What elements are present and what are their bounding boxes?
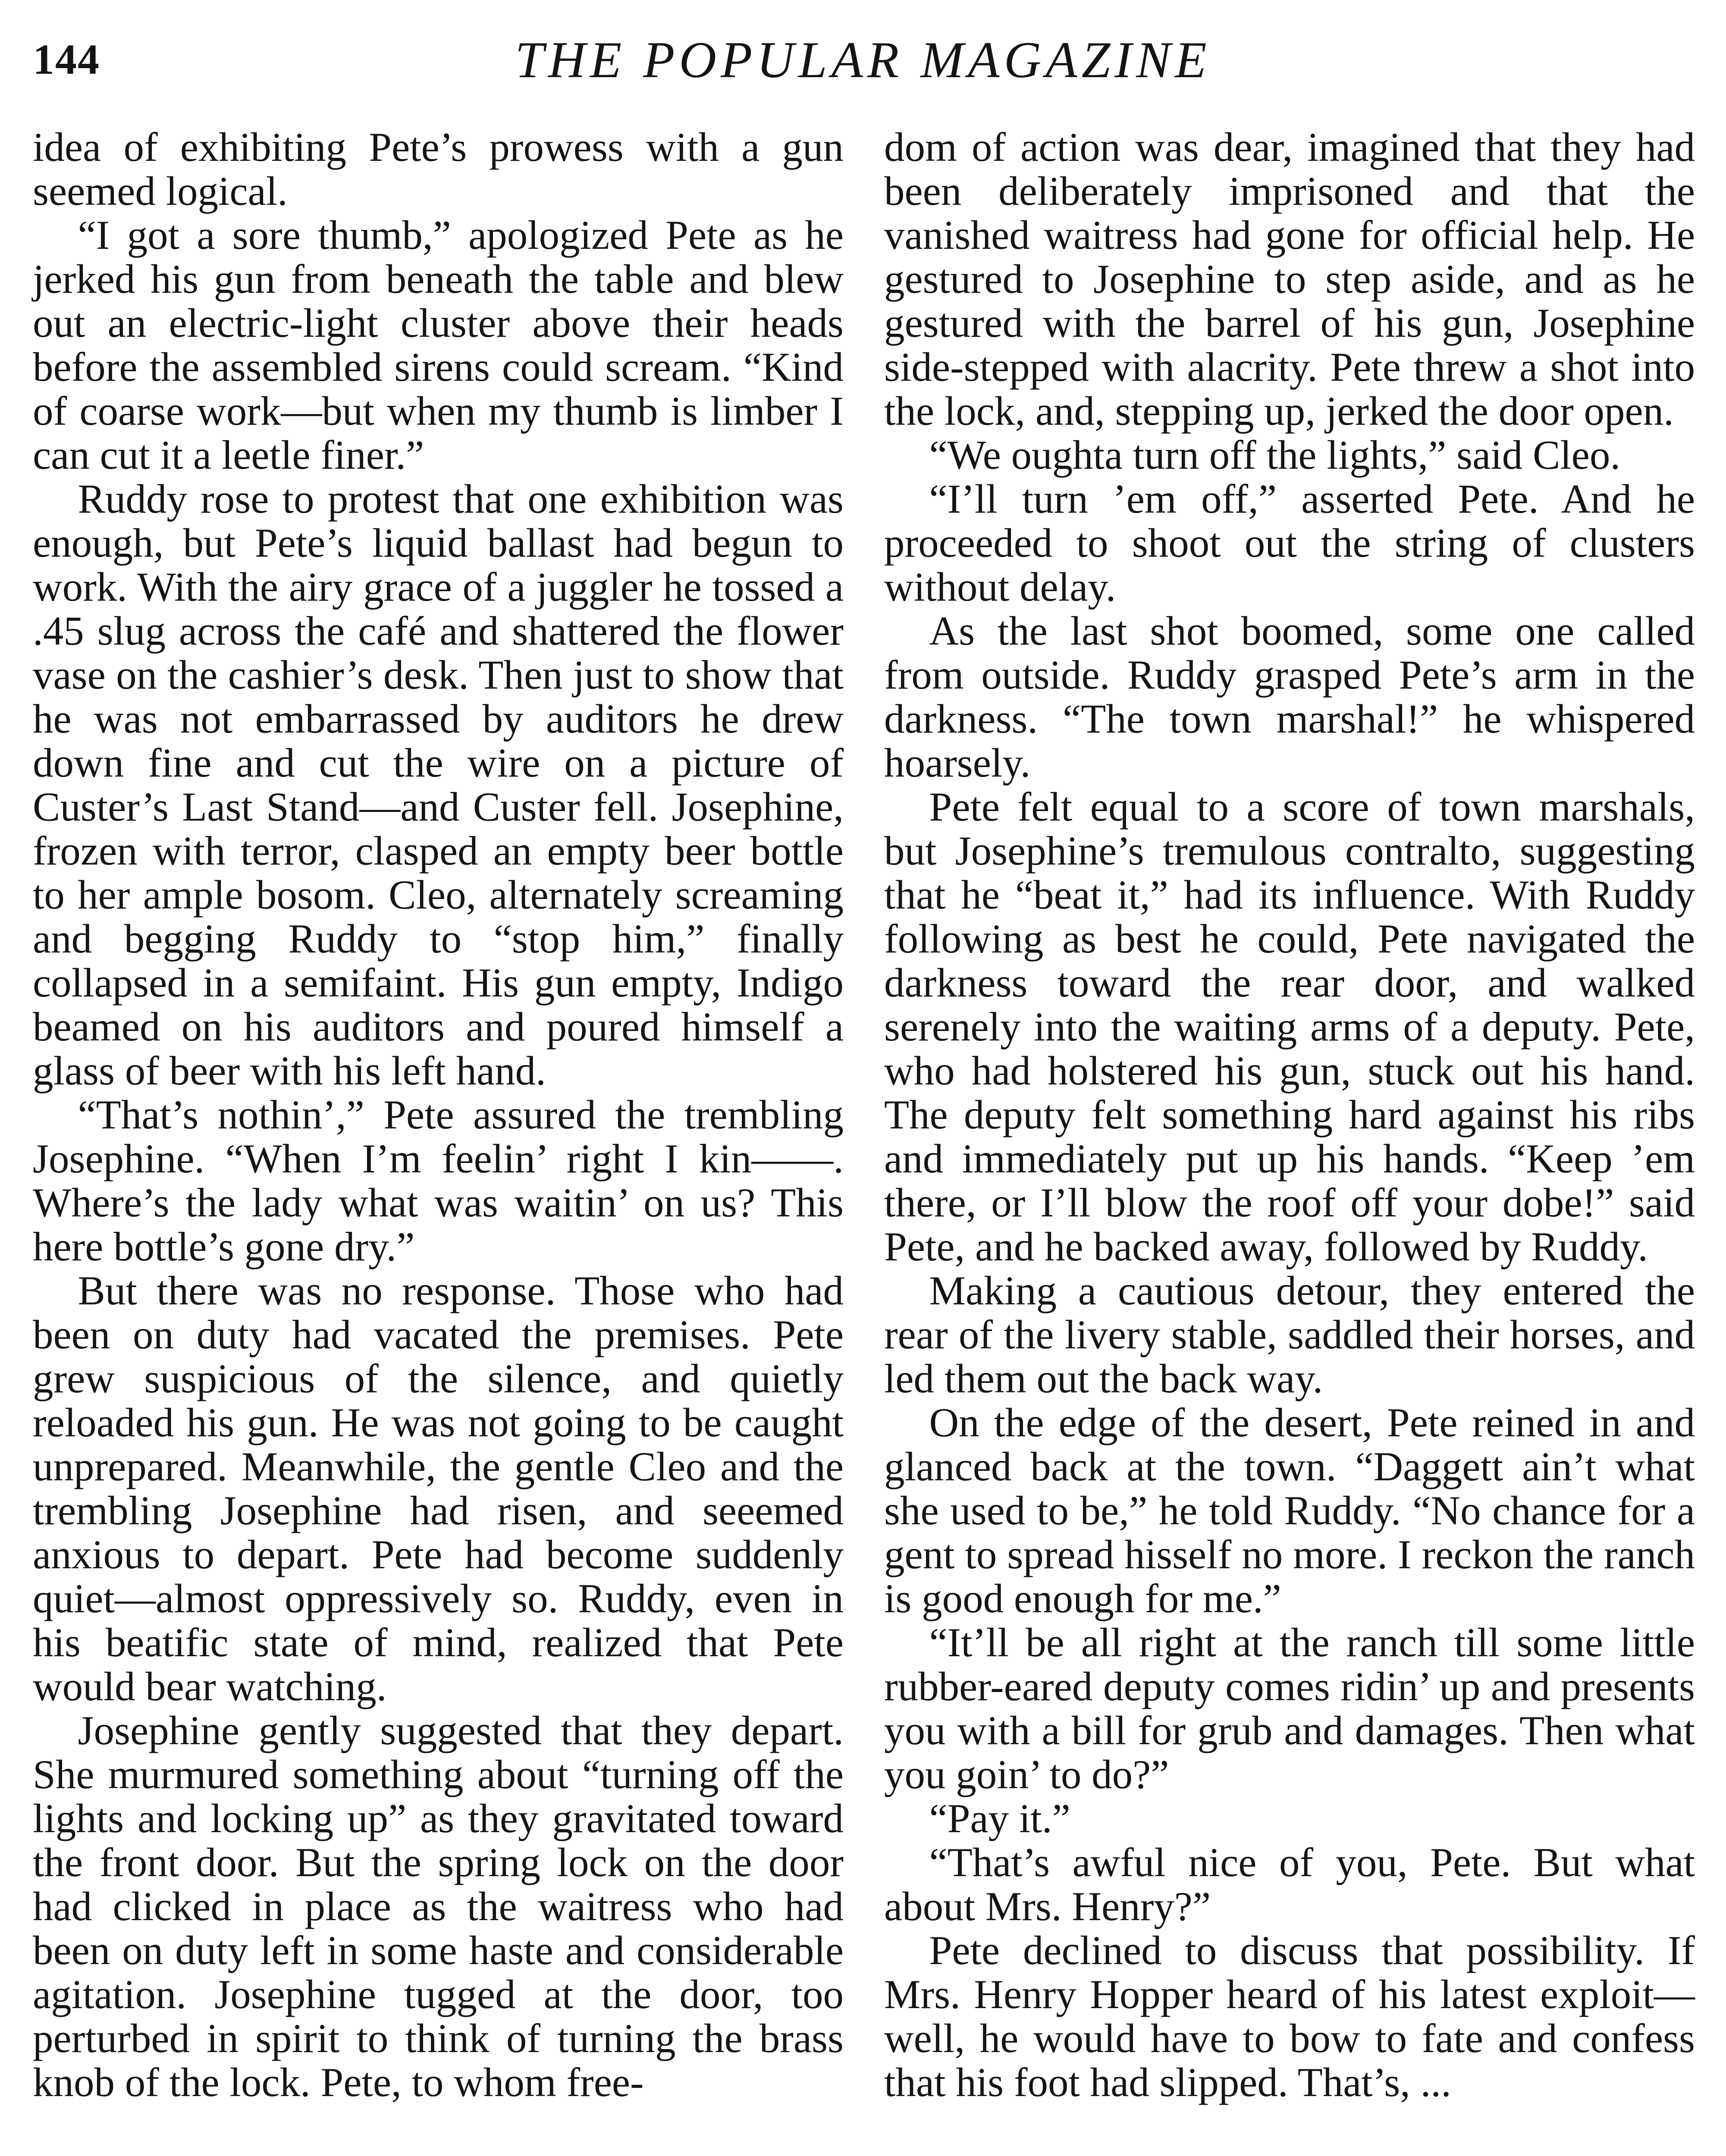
paragraph: “That’s nothin’,” Pete assured the trembling Josephine. “When I’m feelin’ right I kin——. Where’s the lady what was waitin’ on us? This here bottle’s gone dry.” — [33, 1092, 844, 1269]
paragraph: Pete felt equal to a score of town marshals, but Josephine’s tremulous contralto, suggesting that he “beat it,” had its influence. With Ruddy following as best he could, Pete navigated the darkness toward the rear door, and walked serenely into the waiting arms of a deputy. Pete, who had holstered his gun, stuck out his hand. The deputy felt something hard against his ribs and immediately put up his hands. “Keep ’em there, or I’ll blow the roof off your dobe!” said Pete, and he backed away, followed by Ruddy. — [884, 784, 1695, 1269]
paragraph: Ruddy rose to protest that one exhibition was enough, but Pete’s liquid ballast had begun to work. With the airy grace of a juggler he tossed a .45 slug across the café and shattered the flower vase on the cashier’s desk. Then just to show that he was not embarrassed by auditors he drew down fine and cut the wire on a picture of Custer’s Last Stand—and Custer fell. Josephine, frozen with terror, clasped an empty beer bottle to her ample bosom. Cleo, alternately screaming and begging Ruddy to “stop him,” finally collapsed in a semifaint. His gun empty, Indigo beamed on his auditors and poured himself a glass of beer with his left hand. — [33, 476, 844, 1094]
page-number: 144 — [33, 35, 100, 83]
paragraph: But there was no response. Those who had been on duty had vacated the premises. Pete grew suspicious of the silence, and quietly reloaded his gun. He was not going to be caught unprepared. Meanwhile, the gentle Cleo and the trembling Josephine had risen, and seeemed anxious to depart. Pete had become suddenly quiet—almost oppressively so. Ruddy, even in his beatific state of mind, realized that Pete would bear watching. — [33, 1268, 844, 1709]
paragraph: Pete declined to discuss that possibility. If Mrs. Henry Hopper heard of his latest exploit—well, he would have to bow to fate and confess that his foot had slipped. That’s, ... — [884, 1927, 1695, 2105]
paragraph: “It’ll be all right at the ranch till some little rubber-eared deputy comes ridin’ up and presents you with a bill for grub and damages. Then what you goin’ to do?” — [884, 1620, 1695, 1797]
paragraph: idea of exhibiting Pete’s prowess with a gun seemed logical. — [33, 124, 844, 214]
paragraph: “I’ll turn ’em off,” asserted Pete. And he proceeded to shoot out the string of clusters without delay. — [884, 476, 1695, 610]
paragraph: As the last shot boomed, some one called from outside. Ruddy grasped Pete’s arm in the darkness. “The town marshal!” he whispered hoarsely. — [884, 608, 1695, 786]
paragraph: Josephine gently suggested that they depart. She murmured something about “turning off the lights and locking up” as they gravitated toward the front door. But the spring lock on the door had clicked in place as the waitress who had been on duty left in some haste and considerable agitation. Josephine tugged at the door, too perturbed in spirit to think of turning the brass knob of the lock. Pete, to whom free- — [33, 1708, 844, 2105]
paragraph: “We oughta turn off the lights,” said Cleo. — [929, 432, 1621, 478]
paragraph: “Pay it.” — [929, 1796, 1070, 1841]
right-column — [884, 125, 1695, 2104]
paragraph: dom of action was dear, imagined that they had been deliberately imprisoned and that the vanished waitress had gone for official help. He gestured to Josephine to step aside, and as he gestured with the barrel of his gun, Josephine side-stepped with alacrity. Pete threw a shot into the lock, and, stepping up, jerked the door open. — [884, 124, 1695, 434]
left-column — [33, 125, 844, 2104]
paragraph: “I got a sore thumb,” apologized Pete as he jerked his gun from beneath the table and blew out an electric-light cluster above their heads before the assembled sirens could scream. “Kind of coarse work—but when my thumb is limber I can cut it a leetle finer.” — [33, 212, 844, 478]
paragraph: “That’s awful nice of you, Pete. But what about Mrs. Henry?” — [884, 1839, 1695, 1929]
page-header — [33, 30, 1693, 95]
paragraph: On the edge of the desert, Pete reined in and glanced back at the town. “Daggett ain’t what she used to be,” he told Ruddy. “No chance for a gent to spread hisself no more. I reckon the ranch is good enough for me.” — [884, 1400, 1695, 1621]
running-title: THE POPULAR MAGAZINE — [515, 31, 1211, 88]
paragraph: Making a cautious detour, they entered the rear of the livery stable, saddled their horses, and led them out the back way. — [884, 1268, 1695, 1401]
